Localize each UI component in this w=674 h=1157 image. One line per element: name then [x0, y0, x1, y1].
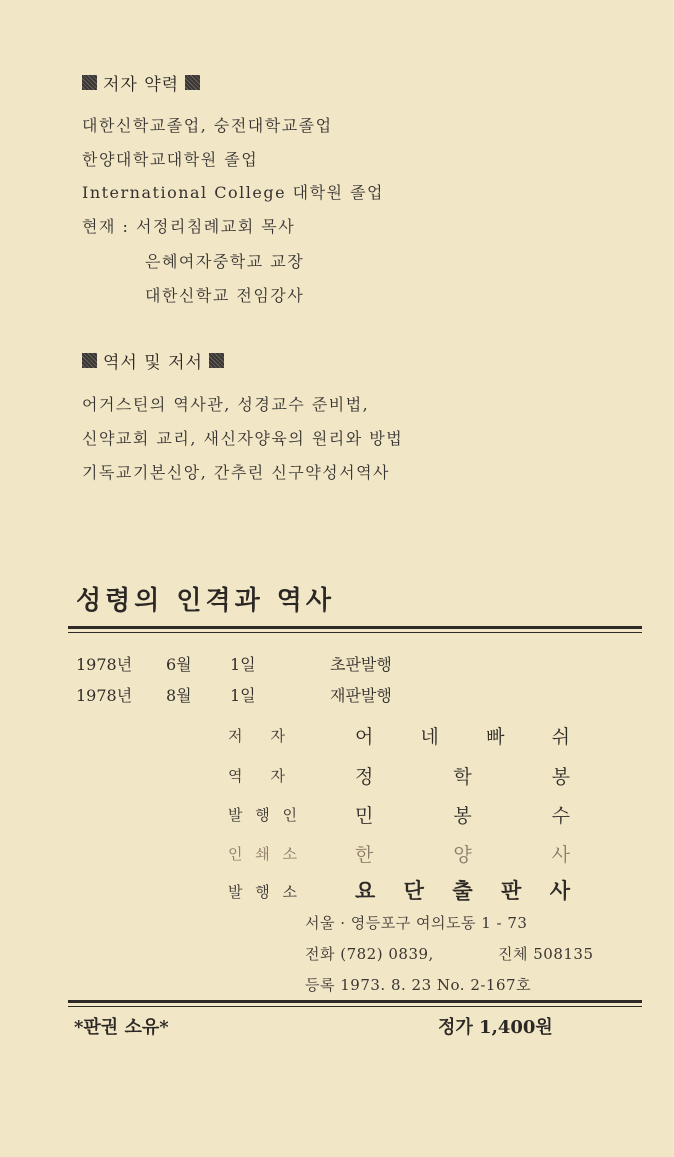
credit-name-char: 한	[355, 844, 374, 866]
publisher-address: 서울 · 영등포구 여의도동 1 - 73	[305, 914, 528, 932]
credit-role-char: 소	[282, 845, 298, 863]
square-bullet-icon	[82, 353, 97, 368]
edition-year: 1978년	[76, 686, 133, 705]
credit-name-char: 민	[355, 805, 374, 827]
author-profile-heading	[82, 70, 200, 95]
footer-rule-thin	[68, 1006, 642, 1007]
square-bullet-icon	[209, 353, 224, 368]
book-title: 성령의 인격과 역사	[76, 586, 336, 616]
credit-role-char: 역	[228, 767, 244, 785]
credit-name-char: 어	[355, 726, 374, 748]
author-profile-line: 대한신학교 전임강사	[145, 286, 305, 305]
square-bullet-icon	[185, 75, 200, 90]
credit-name-publishing-house	[355, 875, 570, 905]
works-line: 어거스틴의 역사관, 성경교수 준비법,	[82, 395, 370, 414]
price-label: 정가 1,400원	[438, 1017, 553, 1038]
credit-role-char: 자	[270, 727, 286, 745]
works-heading-text: 역서 및 저서	[103, 353, 203, 373]
credit-name-char: 빠	[486, 726, 505, 748]
credit-name-char: 쉬	[551, 726, 570, 748]
credit-role-char: 인	[228, 845, 244, 863]
credit-role-char: 행	[255, 883, 271, 901]
credit-role-publisher	[228, 804, 298, 825]
credit-name-char: 봉	[453, 805, 472, 827]
edition-label: 초판발행	[330, 655, 392, 674]
copyright-notice: *판권 소유*	[74, 1017, 169, 1038]
title-rule	[68, 626, 642, 629]
square-bullet-icon	[82, 75, 97, 90]
credit-role-printer	[228, 843, 298, 864]
credit-name-author	[355, 722, 570, 749]
author-profile-heading-text: 저자 약력	[103, 75, 180, 95]
author-profile-line: 현재 : 서정리침례교회 목사	[82, 217, 296, 236]
credit-role-char: 쇄	[255, 845, 271, 863]
credit-name-translator	[355, 762, 570, 789]
credit-name-char: 판	[501, 878, 522, 903]
credit-name-char: 사	[551, 844, 570, 866]
credit-role-char: 발	[228, 883, 244, 901]
credit-name-char: 사	[549, 878, 570, 903]
credit-role-char: 소	[282, 883, 298, 901]
works-line: 기독교기본신앙, 간추린 신구약성서역사	[82, 463, 391, 482]
title-rule-thin	[68, 632, 642, 633]
credit-name-char: 수	[551, 805, 570, 827]
credit-name-char: 양	[453, 844, 472, 866]
publisher-registration: 등록 1973. 8. 23 No. 2-167호	[305, 976, 532, 994]
edition-month: 8월	[166, 686, 192, 705]
credit-role-char: 자	[270, 767, 286, 785]
credit-name-char: 정	[355, 766, 374, 788]
edition-year: 1978년	[76, 655, 133, 674]
credit-role-publishing-house	[228, 881, 298, 902]
works-line: 신약교회 교리, 새신자양육의 원리와 방법	[82, 429, 404, 448]
edition-day: 1일	[230, 686, 256, 705]
credit-role-char: 발	[228, 806, 244, 824]
author-profile-line: International College 대학원 졸업	[82, 183, 384, 202]
publisher-transfer-account: 진체 508135	[498, 945, 594, 963]
author-profile-line: 대한신학교졸업, 숭전대학교졸업	[82, 116, 333, 135]
credit-name-char: 출	[452, 878, 473, 903]
publisher-phone: 전화 (782) 0839,	[305, 945, 434, 963]
credit-name-char: 학	[453, 766, 472, 788]
edition-day: 1일	[230, 655, 256, 674]
credit-name-char: 단	[403, 878, 424, 903]
credit-name-char: 네	[420, 726, 439, 748]
author-profile-line: 한양대학교대학원 졸업	[82, 150, 259, 169]
credit-role-translator	[228, 765, 286, 786]
credit-role-author	[228, 725, 286, 746]
credit-name-char: 봉	[551, 766, 570, 788]
credit-role-char: 인	[282, 806, 298, 824]
credit-name-publisher	[355, 801, 570, 828]
edition-month: 6월	[166, 655, 192, 674]
credit-name-printer	[355, 840, 570, 867]
credit-role-char: 저	[228, 727, 244, 745]
works-heading	[82, 348, 224, 373]
edition-label: 재판발행	[330, 686, 392, 705]
credit-name-char: 요	[355, 878, 376, 903]
credit-role-char: 행	[255, 806, 271, 824]
footer-rule	[68, 1000, 642, 1003]
author-profile-line: 은혜여자중학교 교장	[145, 252, 305, 271]
